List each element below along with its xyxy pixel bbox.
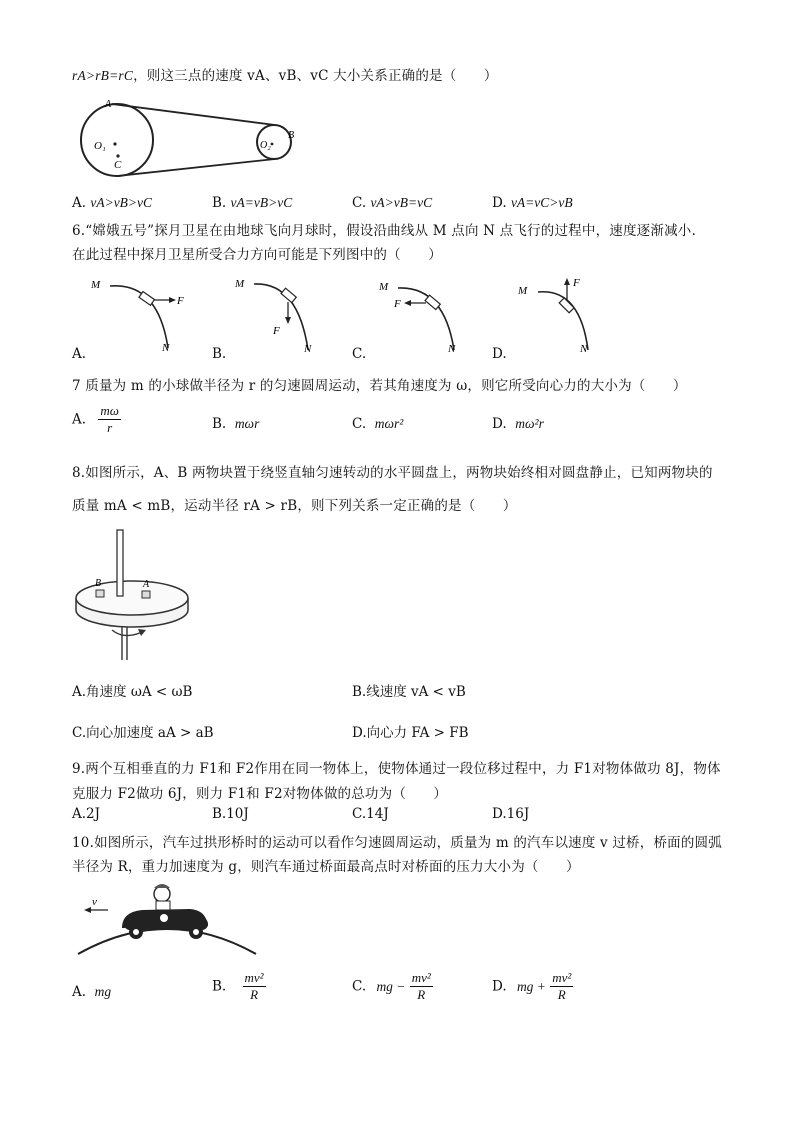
q10-car-bridge-figure [72, 874, 262, 958]
q7-option-c[interactable]: C. mωr² [352, 416, 404, 432]
q5-label-o1: O₁ [94, 140, 106, 152]
q8-option-d[interactable]: D.向心力 FA > FB [352, 725, 469, 741]
q10-option-b[interactable]: B. $\frac{\text{mv²}}{R}$ [212, 970, 264, 1002]
q7-option-b[interactable]: B. mωr [212, 416, 260, 432]
svg-text:F: F [177, 295, 184, 307]
q6-figure-a [88, 272, 198, 354]
svg-text:M: M [518, 285, 528, 297]
q5-label-a: A [105, 99, 112, 110]
q10-option-d-fraction: $\frac{\text{mv²}}{R}$ [552, 970, 572, 1002]
svg-text:N: N [162, 342, 170, 354]
svg-text:F: F [394, 298, 401, 310]
q8-stem-line2: 质量 mA < mB，运动半径 rA > rB，则下列关系一定正确的是（ ） [72, 498, 517, 514]
q5-option-a[interactable]: A. vA>vB>vC [72, 195, 153, 211]
q10-stem-line2: 半径为 R，重力加速度为 g，则汽车通过桥面最高点时对桥面的压力大小为（ ） [72, 859, 580, 875]
q7-option-a-fraction: $\frac{m\omega}{r}$ [100, 403, 119, 435]
svg-text:N: N [304, 343, 312, 354]
q10-option-c[interactable]: C. mg − $\frac{\text{mv²}}{R}$ [352, 970, 431, 1002]
q5-label-o2: O₂ [260, 140, 271, 151]
q5-label-b: B [288, 130, 295, 141]
q9-stem-line2: 克服力 F2做功 6J，则力 F1和 F2对物体做的总功为（ ） [72, 786, 448, 802]
q8-stem-line1: 8.如图所示，A、B 两物块置于绕竖直轴匀速转动的水平圆盘上，两物块始终相对圆盘静止，已知两物块的 [72, 465, 713, 481]
q5-pulley-figure [72, 92, 302, 182]
svg-text:N: N [580, 343, 588, 354]
q5-condition: rA>rB=rC [72, 68, 134, 83]
q9-stem-line1: 9.两个互相垂直的力 F1和 F2作用在同一物体上，使物体通过一段位移过程中，力 F1对物体做功 8J，物体 [72, 761, 721, 777]
svg-text:F: F [273, 325, 280, 337]
q6-figure-d [514, 272, 624, 354]
q10-label-v: v [92, 896, 97, 908]
svg-text:M: M [379, 281, 389, 293]
q8-option-a[interactable]: A.角速度 ωA < ωB [72, 684, 193, 700]
q5-label-c: C [114, 159, 122, 171]
q8-option-b[interactable]: B.线速度 vA < vB [352, 684, 466, 700]
q8-turntable-figure [72, 526, 192, 664]
q8-option-c[interactable]: C.向心加速度 aA > aB [72, 725, 214, 741]
q9-option-c[interactable]: C.14J [352, 806, 389, 822]
svg-text:M: M [235, 278, 245, 290]
q9-option-d[interactable]: D.16J [492, 806, 530, 822]
svg-text:M: M [91, 279, 101, 291]
q6-option-d[interactable]: D. [492, 346, 507, 362]
q5-stem: rA>rB=rC，则这三点的速度 vA、vB、vC 大小关系正确的是（ ） [72, 68, 498, 84]
q7-option-d[interactable]: D. mω²r [492, 416, 544, 432]
svg-text:N: N [448, 343, 456, 354]
q10-option-d[interactable]: D. mg + $\frac{\text{mv²}}{R}$ [492, 970, 572, 1002]
q5-option-b[interactable]: B. vA=vB>vC [212, 195, 293, 211]
q6-stem-line2: 在此过程中探月卫星所受合力方向可能是下列图中的（ ） [72, 247, 442, 263]
q6-option-a[interactable]: A. [72, 346, 87, 362]
q6-option-b[interactable]: B. [212, 346, 227, 362]
q6-figure-c [374, 272, 484, 354]
q9-option-a[interactable]: A.2J [72, 806, 101, 822]
q9-option-b[interactable]: B.10J [212, 806, 249, 822]
q8-label-a: A [143, 579, 150, 590]
q6-stem-line1: 6.“嫦娥五号”探月卫星在由地球飞向月球时，假设沿曲线从 M 点向 N 点飞行的过程中，速度逐渐减小. [72, 223, 696, 239]
q10-stem-line1: 10.如图所示，汽车过拱形桥时的运动可以看作匀速圆周运动，质量为 m 的汽车以速度 v 过桥，桥面的圆弧 [72, 835, 722, 851]
q10-option-a[interactable]: A. mg [72, 984, 112, 1000]
q8-label-b: B [95, 578, 102, 589]
q7-stem: 7 质量为 m 的小球做半径为 r 的匀速圆周运动，若其角速度为 ω，则它所受向心力的大小为（ ） [72, 378, 687, 394]
q10-option-b-fraction: $\frac{\text{mv²}}{R}$ [244, 970, 264, 1002]
q5-option-c[interactable]: C. vA>vB=vC [352, 195, 433, 211]
svg-text:F: F [573, 277, 580, 289]
q5-option-d[interactable]: D. vA=vC>vB [492, 195, 573, 211]
q6-option-c[interactable]: C. [352, 346, 367, 362]
q10-option-c-fraction: $\frac{\text{mv²}}{R}$ [411, 970, 431, 1002]
q6-figure-b [232, 272, 342, 354]
q7-option-a[interactable]: A. $\frac{m\omega}{r}$ [72, 403, 119, 435]
